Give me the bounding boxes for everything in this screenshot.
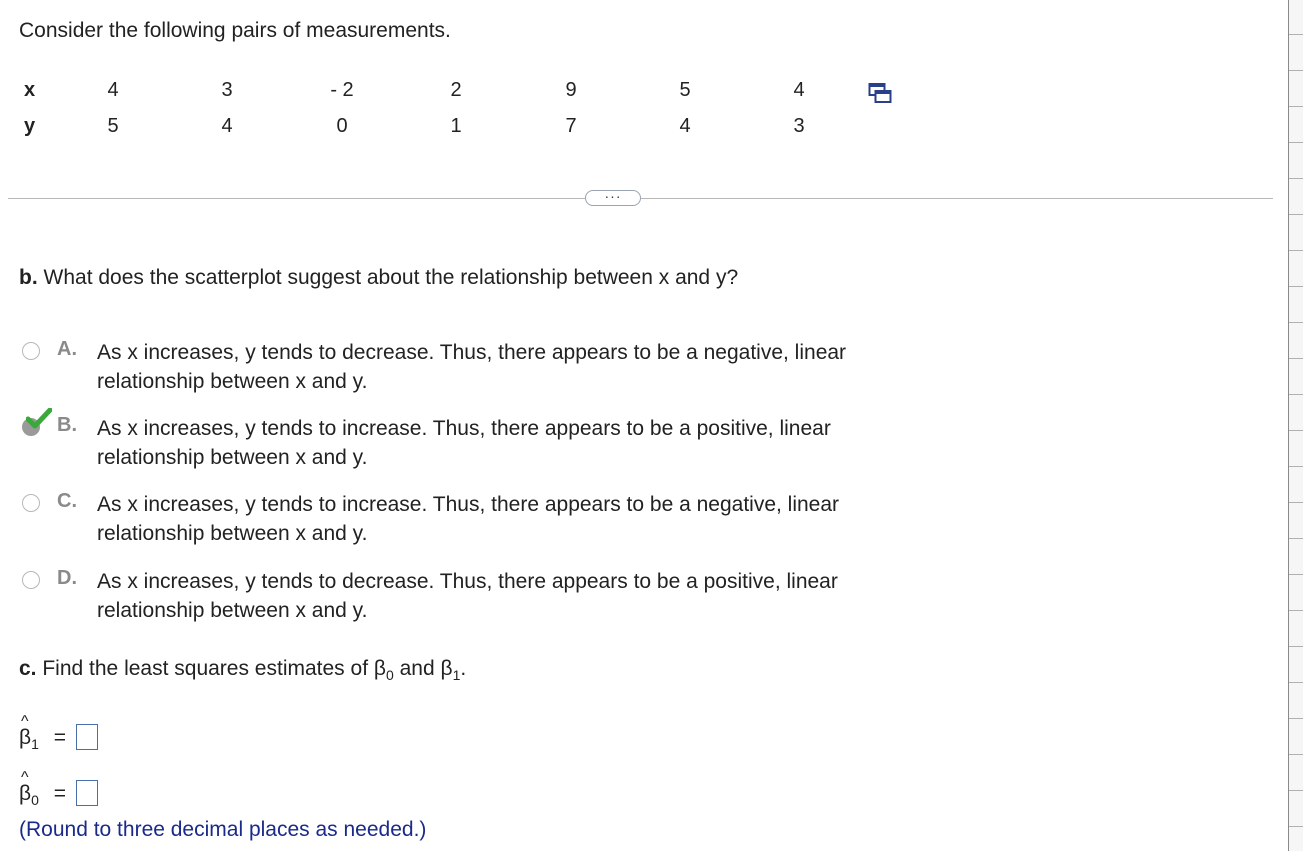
beta1-hat-symbol	[19, 713, 39, 752]
copy-data-icon[interactable]	[868, 82, 892, 104]
option-b[interactable]	[22, 414, 962, 476]
beta-symbol: β	[19, 782, 32, 805]
beta-symbol: β	[440, 657, 453, 680]
part-b-label: b.	[19, 266, 38, 289]
problem-intro: Consider the following pairs of measurements.	[19, 19, 451, 42]
radio-d[interactable]	[22, 571, 40, 589]
table-cell-x: 5	[679, 79, 691, 101]
option-line-2: relationship between x and y.	[97, 599, 368, 622]
table-cell-y: 5	[107, 115, 119, 137]
table-cell-x: 3	[221, 79, 233, 101]
option-c[interactable]	[22, 490, 962, 552]
option-text	[97, 490, 967, 548]
hat-mark: ^	[21, 769, 29, 786]
table-cell-x: 2	[450, 79, 462, 101]
equals-sign: =	[53, 726, 66, 749]
checkmark-icon	[26, 408, 52, 430]
subscript-1: 1	[452, 667, 461, 683]
option-line-2: relationship between x and y.	[97, 446, 368, 469]
subscript-0: 0	[31, 792, 39, 808]
period: .	[460, 657, 467, 680]
option-letter: C.	[57, 490, 77, 512]
table-cell-x: - 2	[330, 79, 354, 101]
option-line-2: relationship between x and y.	[97, 522, 368, 545]
table-cell-y: 1	[450, 115, 462, 137]
beta0-hat-symbol	[19, 769, 39, 808]
part-c-label: c.	[19, 657, 37, 680]
table-cell-y: 4	[679, 115, 691, 137]
table-cell-y: 3	[793, 115, 805, 137]
option-text	[97, 414, 967, 472]
subscript-0: 0	[385, 667, 394, 683]
option-line-1: As x increases, y tends to decrease. Thus, there appears to be a negative, linear	[97, 341, 847, 364]
option-a[interactable]	[22, 338, 962, 400]
option-letter: D.	[57, 567, 77, 589]
subscript-1: 1	[31, 736, 39, 752]
option-letter: A.	[57, 338, 77, 360]
option-line-1: As x increases, y tends to increase. Thus, there appears to be a positive, linear	[97, 417, 831, 440]
part-c-question	[19, 657, 466, 681]
option-line-1: As x increases, y tends to decrease. Thus, there appears to be a positive, linear	[97, 570, 838, 593]
beta1-answer-input[interactable]	[76, 724, 98, 750]
show-more-button[interactable]: ···	[585, 190, 641, 206]
equals-sign: =	[53, 782, 66, 805]
radio-a[interactable]	[22, 342, 40, 360]
part-c-text: Find the least squares estimates of	[42, 657, 369, 680]
table-cell-y: 7	[565, 115, 577, 137]
option-letter: B.	[57, 414, 77, 436]
radio-c[interactable]	[22, 494, 40, 512]
option-text	[97, 338, 967, 396]
part-b-text: What does the scatterplot suggest about the relationship between x and y?	[43, 266, 739, 289]
beta0-answer-row	[19, 769, 98, 814]
measurement-table	[0, 76, 930, 146]
table-cell-y: 4	[221, 115, 233, 137]
table-cell-x: 4	[793, 79, 805, 101]
option-d[interactable]	[22, 567, 962, 629]
option-line-2: relationship between x and y.	[97, 370, 368, 393]
x-row-label: x	[24, 79, 36, 101]
option-text	[97, 567, 967, 625]
option-line-1: As x increases, y tends to increase. Thus, there appears to be a negative, linear	[97, 493, 840, 516]
rounding-note: (Round to three decimal places as needed.)	[19, 818, 427, 841]
and-text: and	[399, 657, 435, 680]
beta-symbol: β	[19, 726, 32, 749]
part-b-question	[19, 266, 738, 290]
table-cell-y: 0	[336, 115, 348, 137]
y-row-label: y	[24, 115, 36, 137]
beta0-answer-input[interactable]	[76, 780, 98, 806]
beta-symbol: β	[373, 657, 386, 680]
table-cell-x: 4	[107, 79, 119, 101]
hat-mark: ^	[21, 713, 29, 730]
right-scroll-gutter[interactable]	[1288, 0, 1303, 851]
table-cell-x: 9	[565, 79, 577, 101]
beta1-answer-row	[19, 713, 98, 758]
